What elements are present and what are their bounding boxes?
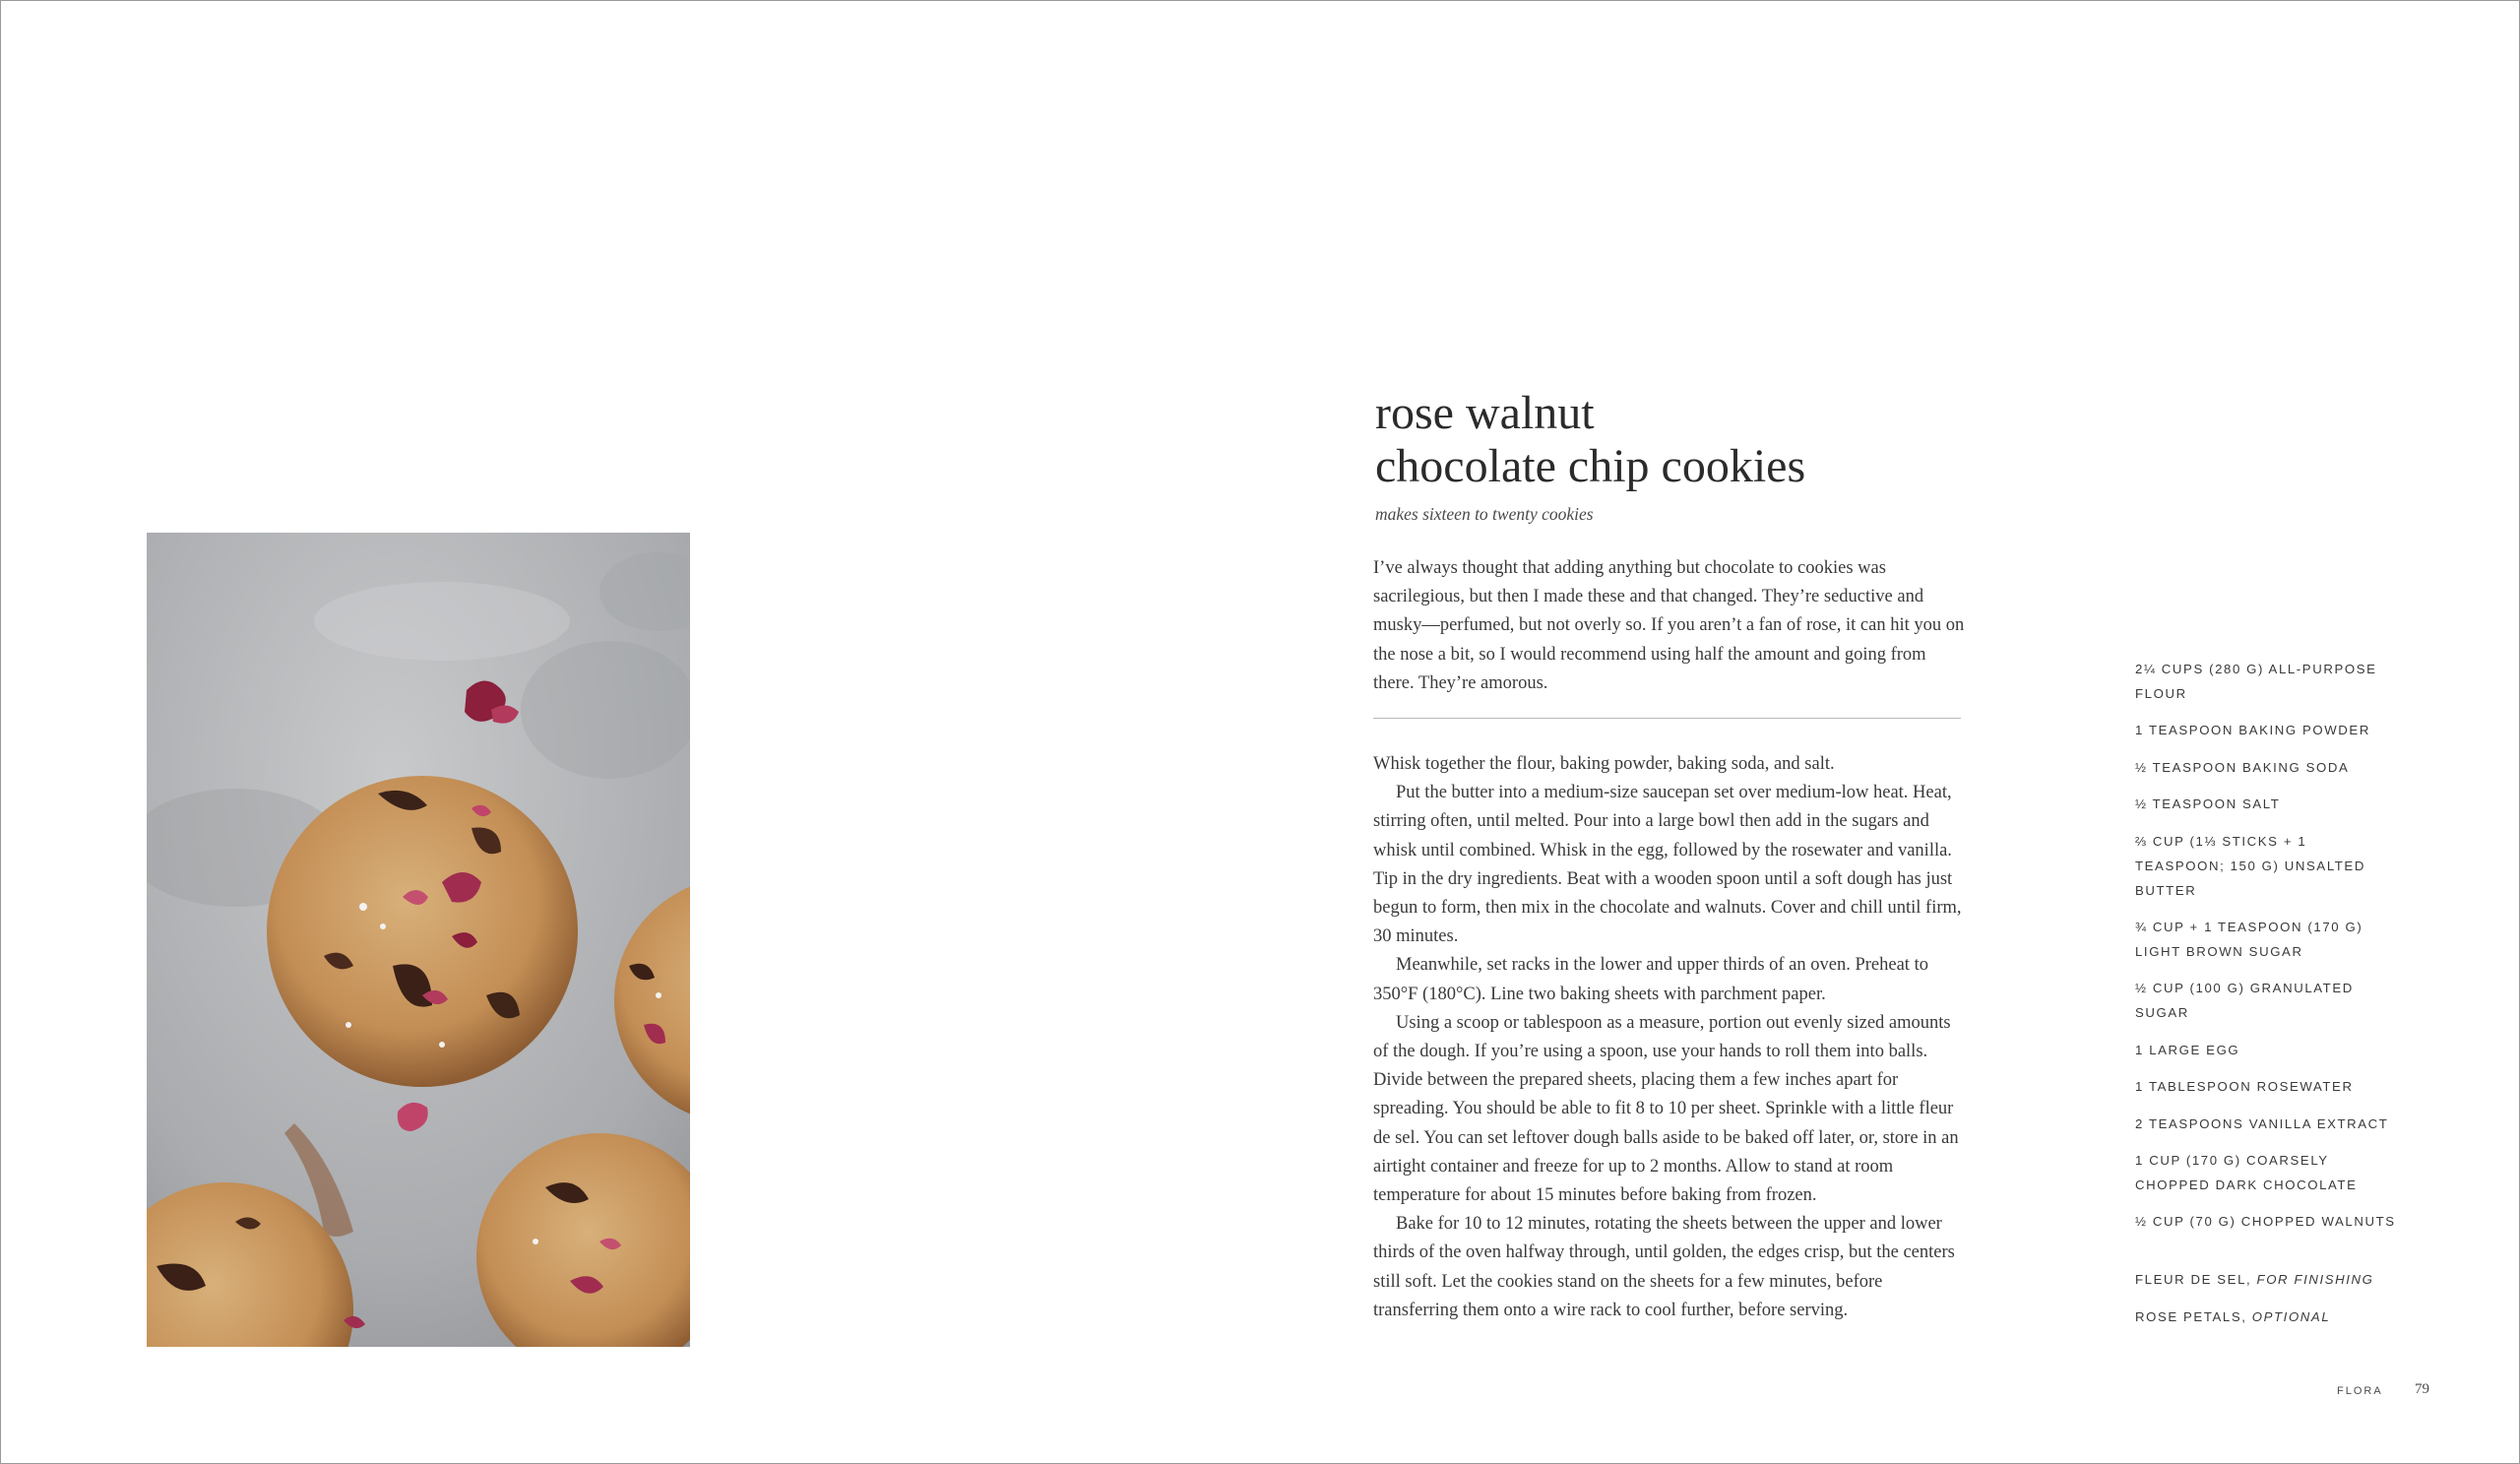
recipe-title-line-1: rose walnut: [1375, 387, 1595, 439]
finishing-item-note: OPTIONAL: [2251, 1308, 2331, 1324]
recipe-method: [1373, 750, 1968, 1325]
page-number: 79: [2415, 1381, 2429, 1397]
finishing-item-name: ROSE PETALS,: [2135, 1308, 2252, 1324]
finishing-item: [2135, 1267, 2401, 1292]
ingredient-item: 2 TEASPOONS VANILLA EXTRACT: [2135, 1115, 2389, 1131]
running-footer-section: FLORA: [2337, 1385, 2383, 1397]
ingredient-item: ½ CUP (100 G) GRANULATED SUGAR: [2135, 981, 2354, 1021]
recipe-yield: makes sixteen to twenty cookies: [1375, 504, 1594, 524]
recipe-title: [1375, 387, 2064, 493]
ingredient-item: ¾ CUP + 1 TEASPOON (170 G) LIGHT BROWN SUGAR: [2135, 919, 2363, 959]
method-step-4: Using a scoop or tablespoon as a measure, portion out evenly sized amounts of the dough. If you’re using a spoon, use your hands to roll them into balls. Divide between the prepared sheets, placing them a few inches apart for spreading. You should be able to fit 8 to 10 per sheet. Sprinkle with a little fleur de sel. You can set leftover dough balls aside to be baked off later, or, store in an airtight container and freeze for up to 2 months. Allow to stand at room temperature for about 15 minutes before baking from frozen.: [1373, 1012, 1959, 1206]
ingredient-item: 1 TEASPOON BAKING POWDER: [2135, 723, 2370, 738]
ingredient-item: 1 LARGE EGG: [2135, 1042, 2240, 1057]
recipe-intro-text: I’ve always thought that adding anything but chocolate to cookies was sacrilegious, but then I made these and that changed. They’re seductive and musky—perfumed, but not overly so. If you aren’t a fan of rose, it can hit you on the nose a bit, so I would recommend using half the amount and going from there. They’re amorous.: [1373, 558, 1965, 693]
ingredient-item: 1 TABLESPOON ROSEWATER: [2135, 1079, 2354, 1095]
finishing-item: [2135, 1305, 2401, 1329]
section-divider: [1373, 718, 1961, 719]
method-step-5: Bake for 10 to 12 minutes, rotating the sheets between the upper and lower thirds of the oven halfway through, until golden, the edges crisp, but the centers still soft. Let the cookies stand on the sheets for a few minutes, before transferring them onto a wire rack to cool further, before serving.: [1373, 1214, 1955, 1320]
method-step-1: Whisk together the flour, baking powder, baking soda, and salt.: [1373, 754, 1835, 774]
ingredient-list: [2135, 657, 2401, 1341]
cookie-photo-illustration: [147, 533, 690, 1347]
ingredient-item: ½ TEASPOON BAKING SODA: [2135, 759, 2350, 775]
cookie-photo: [147, 533, 690, 1347]
recipe-intro: [1373, 554, 1968, 698]
finishing-item-name: FLEUR DE SEL,: [2135, 1272, 2257, 1288]
recipe-title-line-2: chocolate chip cookies: [1375, 440, 1806, 492]
method-step-2: Put the butter into a medium-size saucepan set over medium-low heat. Heat, stirring often, until melted. Pour into a large bowl then add in the sugars and whisk until combined. Whisk in the egg, followed by the rosewater and vanilla. Tip in the dry ingredients. Beat with a wooden spoon until a soft dough has just begun to form, then mix in the chocolate and walnuts. Cover and chill until firm, 30 minutes.: [1373, 783, 1962, 947]
ingredient-item: ½ CUP (70 G) CHOPPED WALNUTS: [2135, 1214, 2396, 1230]
method-step-3: Meanwhile, set racks in the lower and upper thirds of an oven. Preheat to 350°F (180°C). Line two baking sheets with parchment paper.: [1373, 955, 1928, 1004]
ingredient-item: 2¼ CUPS (280 G) ALL-PURPOSE FLOUR: [2135, 662, 2377, 701]
ingredient-item: ⅔ CUP (1⅓ STICKS + 1 TEASPOON; 150 G) UNSALTED BUTTER: [2135, 833, 2365, 898]
finishing-item-note: FOR FINISHING: [2256, 1272, 2374, 1288]
ingredient-item: ½ TEASPOON SALT: [2135, 796, 2281, 812]
ingredient-item: 1 CUP (170 G) COARSELY CHOPPED DARK CHOCOLATE: [2135, 1152, 2358, 1192]
